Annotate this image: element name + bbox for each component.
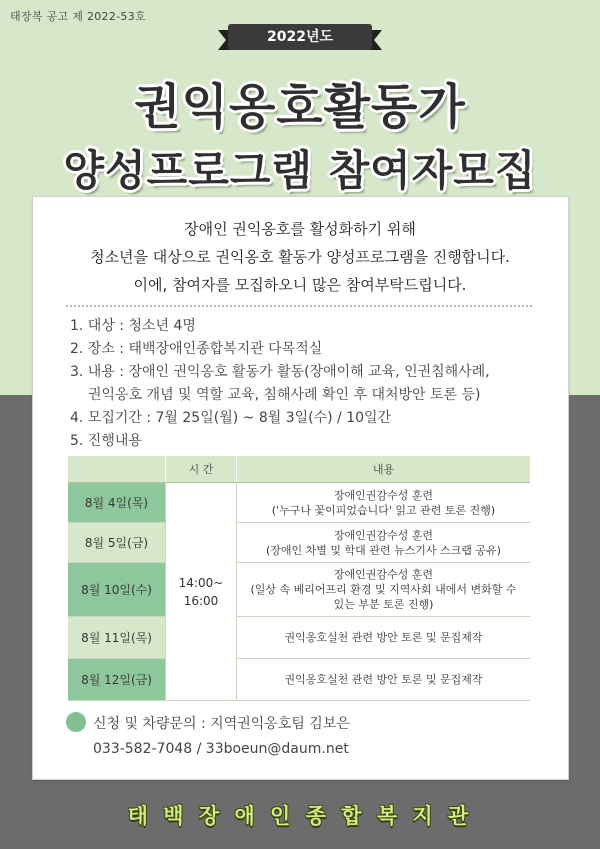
- intro-line-1: 장애인 권익옹호를 활성화하기 위해: [184, 220, 416, 238]
- title-line1: 권익옹호활동가: [134, 79, 466, 135]
- header-content: 내용: [237, 456, 531, 483]
- dotted-divider: [66, 305, 532, 307]
- header-time: 시 간: [166, 456, 237, 483]
- row-content: [237, 483, 531, 523]
- row-date: 8월 4일(목): [68, 483, 166, 523]
- row-date: 8월 12일(금): [68, 659, 166, 701]
- contact-line-1: 신청 및 차량문의 : 지역권익옹호팀 김보은: [93, 716, 350, 732]
- detail-content: 3. 내용 : 장애인 권익옹호 활동가 활동(장애이해 교육, 인권침해사례,: [70, 364, 490, 380]
- row-date: 8월 10일(수): [68, 563, 166, 617]
- row-content: [237, 523, 531, 563]
- time-end: 16:00: [183, 593, 219, 608]
- schedule-header-row: [68, 456, 530, 483]
- content-line: (일상 속 베리어프리 환경 및 지역사회 내에서 변화할 수: [250, 583, 517, 596]
- title-line2: 양성프로그램 참여자모집: [63, 146, 537, 195]
- detail-program: 5. 진행내용: [70, 433, 142, 449]
- row-date: 8월 11일(목): [68, 617, 166, 659]
- detail-location: 2. 장소 : 태백장애인종합복지관 다목적실: [70, 341, 323, 357]
- table-row: [68, 659, 530, 701]
- time-cell: [166, 483, 237, 701]
- row-content: [237, 563, 531, 617]
- row-date: 8월 5일(금): [68, 523, 166, 563]
- content-line: 장애인권감수성 훈련: [333, 528, 434, 542]
- contact-line-2: 033-582-7048 / 33boeun@daum.net: [93, 741, 349, 757]
- table-row: [68, 563, 530, 617]
- content-line: ('누구나 꽃이피었습니다' 읽고 관련 토론 진행): [271, 503, 496, 517]
- row-content: [237, 659, 531, 701]
- content-line: 장애인권감수성 훈련: [333, 488, 434, 502]
- detail-content-cont: 권익옹호 개념 및 역할 교육, 침해사례 확인 후 대처방안 토론 등): [88, 387, 481, 403]
- time-start: 14:00~: [178, 575, 224, 590]
- row-content: [237, 617, 531, 659]
- content-line: 권익옹호실천 관련 방안 토론 및 문집제작: [284, 631, 483, 644]
- contact-bullet: [66, 712, 86, 732]
- notice-number: 태장복 공고 제 2022-53호: [10, 10, 146, 23]
- table-row: [68, 617, 530, 659]
- content-line: (장애인 차별 및 학대 관련 뉴스기사 스크랩 공유): [266, 543, 501, 557]
- content-line: 장애인권감수성 훈련: [333, 568, 434, 581]
- intro-line-2: 청소년을 대상으로 권익옹호 활동가 양성프로그램을 진행합니다.: [90, 248, 510, 266]
- detail-target: 1. 대상 : 청소년 4명: [70, 318, 196, 334]
- header-date: [68, 456, 166, 483]
- detail-period: 4. 모집기간 : 7월 25일(월) ~ 8월 3일(수) / 10일간: [70, 410, 392, 426]
- intro-line-3: 이에, 참여자를 모집하오니 많은 참여부탁드립니다.: [133, 276, 467, 294]
- schedule-table: [68, 456, 530, 701]
- content-line: 권익옹호실천 관련 방안 토론 및 문집제작: [284, 673, 483, 686]
- table-row: [68, 523, 530, 563]
- organization-name: 태 백 장 애 인 종 합 복 지 관: [127, 804, 473, 828]
- table-row: [68, 483, 530, 523]
- content-line: 있는 부분 토론 진행): [333, 598, 434, 611]
- ribbon-year: 2022년도: [266, 29, 333, 45]
